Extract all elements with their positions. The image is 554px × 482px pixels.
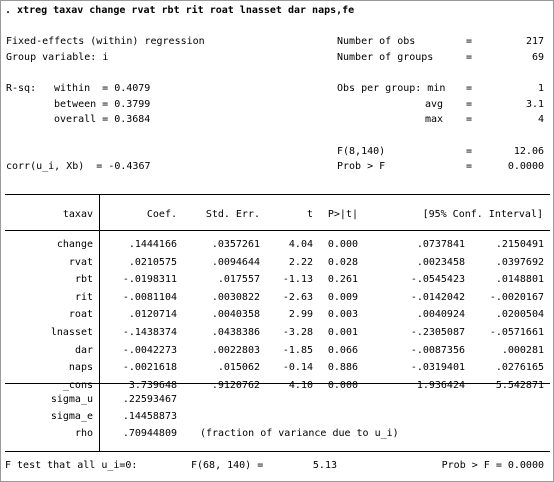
row-coef: -.0198311	[122, 274, 177, 285]
row-variable: dar	[74, 345, 93, 356]
row-coef: .1444166	[128, 239, 177, 250]
f-stat-value: 12.06	[513, 146, 544, 157]
column-header-conf-interval: [95% Conf. Interval]	[422, 209, 543, 220]
row-ci-lower: -.0142042	[410, 292, 465, 303]
row-pvalue: 0.028	[327, 257, 358, 268]
row-ci-upper: .0148801	[495, 274, 544, 285]
row-stderr: .015062	[217, 362, 260, 373]
rsq-overall: overall = 0.3684	[54, 114, 151, 125]
equals-sign: =	[466, 36, 473, 47]
row-t: -2.63	[282, 292, 313, 303]
row-pvalue: 0.000	[327, 239, 358, 250]
obs-per-group-label: Obs per group: min	[337, 83, 446, 94]
row-variable: naps	[68, 362, 93, 373]
row-pvalue: 0.886	[327, 362, 358, 373]
row-variable: rit	[74, 292, 93, 303]
row-pvalue: 0.066	[327, 345, 358, 356]
row-variable: rvat	[68, 257, 93, 268]
sigma-e-value: .14458873	[122, 411, 177, 422]
row-t: -3.28	[282, 327, 313, 338]
equals-sign: =	[466, 146, 473, 157]
rho-label: rho	[74, 428, 93, 439]
sigma-e-label: sigma_e	[50, 411, 93, 422]
equals-sign: =	[466, 99, 473, 110]
row-ci-lower: .0737841	[416, 239, 465, 250]
nobs-label: Number of obs	[337, 36, 416, 47]
row-ci-lower: -.0545423	[410, 274, 465, 285]
ftest-stat-value: 5.13	[312, 460, 337, 471]
row-ci-upper: -.0571661	[489, 327, 544, 338]
rho-note: (fraction of variance due to u_i)	[200, 428, 399, 439]
row-t: -1.85	[282, 345, 313, 356]
corr-ui-xb: corr(u_i, Xb) = -0.4367	[6, 161, 151, 172]
row-t: 2.99	[288, 309, 313, 320]
rho-value: .70944809	[122, 428, 177, 439]
row-t: 2.22	[288, 257, 313, 268]
row-ci-upper: .0200504	[495, 309, 544, 320]
prob-f-value: 0.0000	[507, 161, 544, 172]
row-coef: .0210575	[128, 257, 177, 268]
row-pvalue: 0.003	[327, 309, 358, 320]
row-ci-upper: .0397692	[495, 257, 544, 268]
row-stderr: .017557	[217, 274, 260, 285]
rsq-within: within = 0.4079	[54, 83, 151, 94]
ngroups-label: Number of groups	[337, 52, 434, 63]
obs-max-value: 4	[537, 114, 544, 125]
row-ci-upper: .000281	[501, 345, 544, 356]
column-header-depvar: taxav	[62, 209, 93, 220]
obs-avg-label: avg	[424, 99, 443, 110]
header-separator-rule	[5, 230, 550, 231]
column-header-coef: Coef.	[146, 209, 177, 220]
row-ci-lower: .0040924	[416, 309, 465, 320]
row-variable: lnasset	[50, 327, 93, 338]
row-coef: -.0042273	[122, 345, 177, 356]
row-ci-upper: .0276165	[495, 362, 544, 373]
nobs-value: 217	[525, 36, 544, 47]
row-variable: _cons	[62, 380, 93, 391]
row-ci-upper: -.0020167	[489, 292, 544, 303]
row-variable: change	[56, 239, 93, 250]
row-ci-upper: .2150491	[495, 239, 544, 250]
ngroups-value: 69	[531, 52, 544, 63]
sigma-u-label: sigma_u	[50, 394, 93, 405]
row-stderr: .0040358	[211, 309, 260, 320]
row-stderr: .9120762	[211, 380, 260, 391]
row-pvalue: 0.001	[327, 327, 358, 338]
command-line: . xtreg taxav change rvat rbt rit roat lnasset dar naps,fe	[5, 5, 355, 16]
equals-sign: =	[466, 52, 473, 63]
row-coef: 3.739648	[128, 380, 177, 391]
column-header-pvalue: P>|t|	[327, 209, 358, 220]
row-variable: rbt	[74, 274, 93, 285]
ftest-stat-label: F(68, 140) =	[191, 460, 264, 471]
table-column-divider	[99, 194, 100, 451]
row-pvalue: 0.000	[327, 380, 358, 391]
row-ci-lower: -.0087356	[410, 345, 465, 356]
row-ci-lower: -.0319401	[410, 362, 465, 373]
row-variable: roat	[68, 309, 93, 320]
prob-f-label: Prob > F	[337, 161, 386, 172]
row-stderr: .0438386	[211, 327, 260, 338]
ftest-prob: Prob > F = 0.0000	[441, 460, 544, 471]
row-coef: .0120714	[128, 309, 177, 320]
row-stderr: .0030822	[211, 292, 260, 303]
table-bottom-rule	[5, 451, 550, 452]
row-pvalue: 0.261	[327, 274, 358, 285]
row-pvalue: 0.009	[327, 292, 358, 303]
equals-sign: =	[466, 161, 473, 172]
sigma-u-value: .22593467	[122, 394, 177, 405]
row-coef: -.0081104	[122, 292, 177, 303]
row-ci-lower: 1.936424	[416, 380, 465, 391]
row-t: 4.04	[288, 239, 313, 250]
row-t: -1.13	[282, 274, 313, 285]
f-stat-label: F(8,140)	[337, 146, 386, 157]
group-variable: Group variable: i	[6, 52, 109, 63]
row-ci-lower: -.2305087	[410, 327, 465, 338]
row-coef: -.1438374	[122, 327, 177, 338]
row-coef: -.0021618	[122, 362, 177, 373]
table-top-rule	[5, 194, 550, 195]
column-header-stderr: Std. Err.	[205, 209, 260, 220]
obs-min-value: 1	[537, 83, 544, 94]
rsq-between: between = 0.3799	[54, 99, 151, 110]
row-ci-lower: .0023458	[416, 257, 465, 268]
ftest-label: F test that all u_i=0:	[5, 460, 138, 471]
equals-sign: =	[466, 114, 473, 125]
row-t: 4.10	[288, 380, 313, 391]
obs-max-label: max	[424, 114, 443, 125]
model-title: Fixed-effects (within) regression	[6, 36, 205, 47]
row-ci-upper: 5.542871	[495, 380, 544, 391]
obs-avg-value: 3.1	[525, 99, 544, 110]
equals-sign: =	[466, 83, 473, 94]
rsq-label: R-sq:	[6, 83, 37, 94]
row-stderr: .0094644	[211, 257, 260, 268]
row-stderr: .0022803	[211, 345, 260, 356]
row-t: -0.14	[282, 362, 313, 373]
row-stderr: .0357261	[211, 239, 260, 250]
column-header-t: t	[306, 209, 313, 220]
